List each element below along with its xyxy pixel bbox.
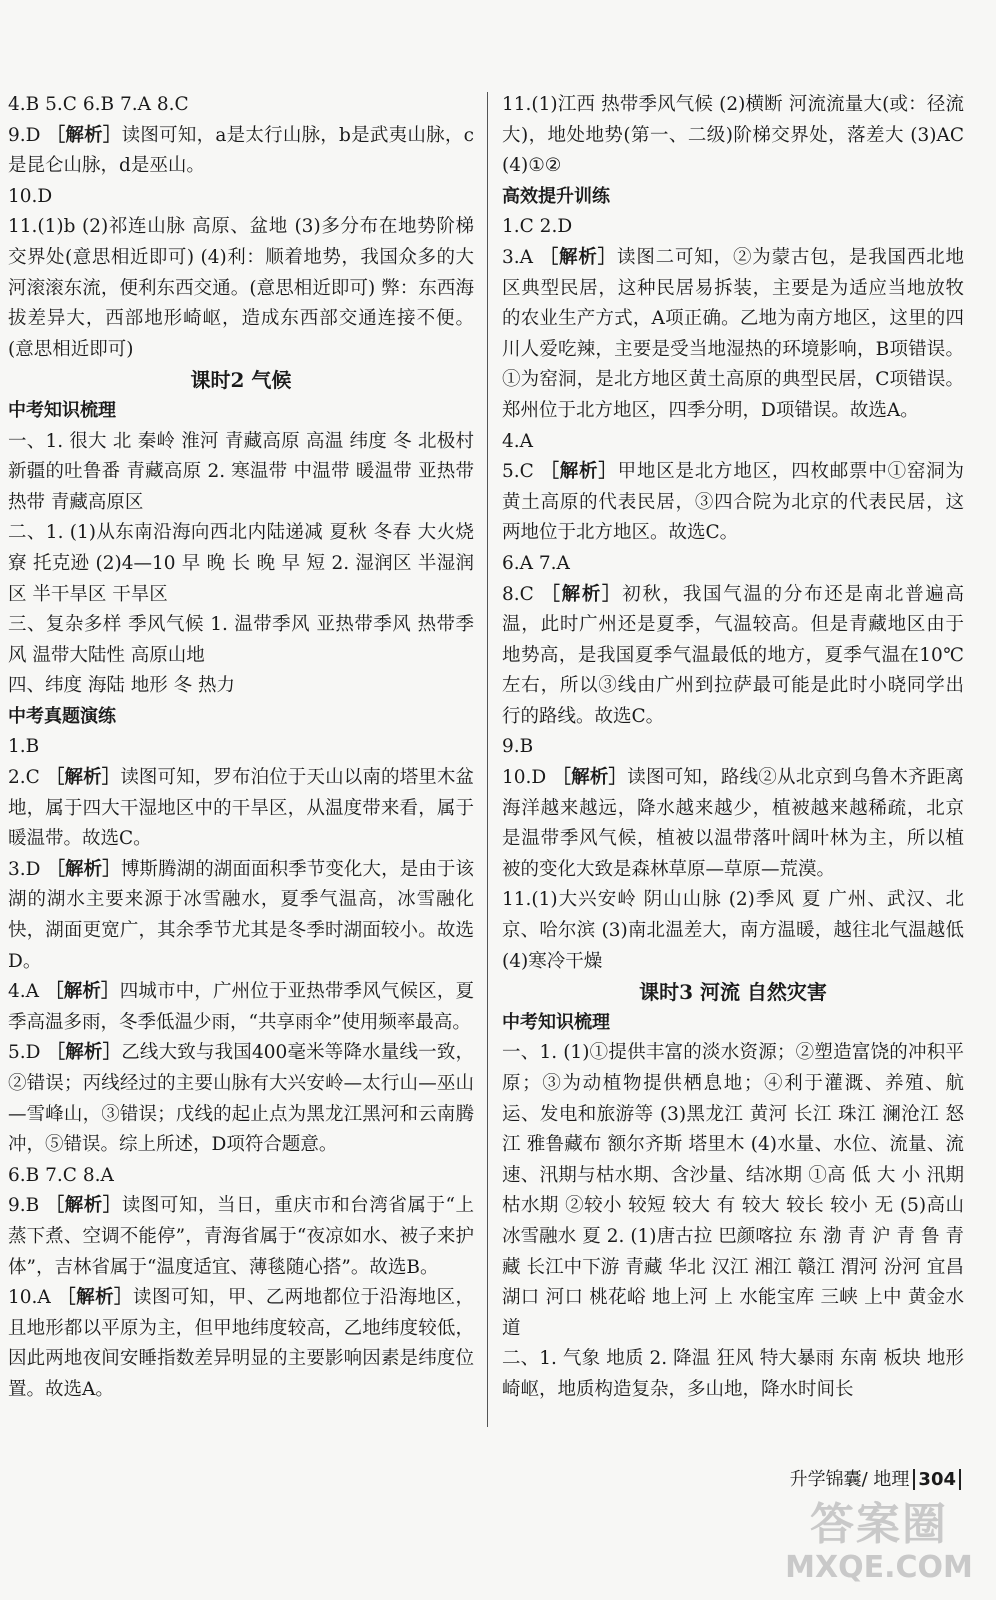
answer-number: 9.D	[8, 124, 41, 146]
answer-text: 甲地区是北方地区，四枚邮票中①窑洞为黄土高原的代表民居，③四合院为北京的代表民居，这两地位于北方地区。故选C。	[502, 461, 964, 544]
analysis-tag: ［解析］	[45, 1195, 122, 1217]
answer-text: 6.A 7.A	[502, 552, 570, 574]
answer-number: 5.C	[502, 461, 534, 483]
answer-text: 读图可知，甲、乙两地都位于沿海地区，且地形都以平原为主，但甲地纬度较高，乙地纬度较低，因此两地夜间安睡指数差异明显的主要影响因素是纬度位置。故选A。	[8, 1287, 474, 1400]
answer-text: 一、1. (1)①提供丰富的淡水资源；②塑造富饶的冲积平原；③为动植物提供栖息地；④利于灌溉、养殖、航运、发电和旅游等 (3)黑龙江 黄河 长江 珠江 澜沧江 怒江 雅鲁藏布 额尔齐斯 塔里木 (4)水量、水位、流量、流速、汛期与枯水期、含沙量、结冰期 ①高 低 大 小 汛期 枯水期 ②较小 较短 较大 有 较大 较长 较小 无 (5)高山冰雪融水 夏 2. (1)唐古拉 巴颜喀拉 东 渤 青 沪 青 鲁 青藏 长江中下游 青藏 华北 汉江 湘江 赣江 渭河 汾河 宜昌 湖口 河口 桃花峪 地上河 上 水能宝库 三峡 上中 黄金水道	[502, 1042, 964, 1339]
answer-number: 2.C	[8, 767, 40, 789]
answer-text: 1.C 2.D	[502, 216, 573, 238]
answer-text: 读图二可知，②为蒙古包，是我国西北地区典型民居，这种民居易拆装，主要是为适应当地放牧的农业生产方式，A项正确。乙地为南方地区，这里的四川人爱吃辣，主要是受当地湿热的环境影响，B项错误。①为窑洞，是北方地区黄土高原的典型民居，C项错误。郑州位于北方地区，四季分明，D项错误。故选A。	[502, 246, 964, 421]
lesson-heading: 课时3 河流 自然灾害	[639, 980, 827, 1005]
answer-text: 四城市中，广州位于亚热带季风气候区，夏季高温多雨，冬季低温少雨，“共享雨伞”使用频率最高。	[8, 981, 474, 1033]
answer-number: 5.D	[8, 1042, 41, 1064]
answer-number: 3.D	[8, 858, 41, 880]
answer-text: 6.B 7.C 8.A	[8, 1164, 114, 1186]
answer-item	[8, 1191, 474, 1283]
analysis-tag: ［解析］	[46, 1042, 122, 1064]
page-footer	[790, 1465, 961, 1491]
answer-text: 博斯腾湖的湖面面积季节变化大，是由于该湖的湖水主要来源于冰雪融水，夏季气温高，冰雪融化快，湖面更宽广，其余季节尤其是冬季时湖面较小。故选D。	[8, 858, 474, 972]
watermark-url: MXQE.COM	[785, 1550, 973, 1585]
analysis-tag: ［解析］	[57, 1287, 134, 1309]
section-heading: 中考真题演练	[8, 705, 116, 727]
answer-text: 4.A	[502, 430, 534, 452]
answer-item	[8, 1161, 474, 1192]
answer-item	[502, 1344, 964, 1405]
answer-item	[8, 763, 474, 855]
answer-item	[502, 90, 964, 182]
analysis-tag: ［解析］	[541, 583, 623, 605]
answer-text: 乙线大致与我国400毫米等降水量线一致，②错误；丙线经过的主要山脉有大兴安岭—太行山—巫山—雪峰山，③错误；戊线的起止点为黑龙江黑河和云南腾冲，⑤错误。综上所述，D项符合题意。	[8, 1042, 474, 1156]
watermark-logo	[784, 1500, 974, 1590]
page-number: 304	[913, 1469, 961, 1490]
answer-item	[502, 885, 964, 977]
section-heading: 中考知识梳理	[502, 1011, 610, 1033]
analysis-tag: ［解析］	[552, 767, 628, 789]
analysis-tag: ［解析］	[539, 246, 618, 268]
watermark-text: 答案圈	[810, 1499, 948, 1550]
answer-text: 读图可知，路线②从北京到乌鲁木齐距离海洋越来越远，降水越来越少，植被越来越稀疏，北京是温带季风气候，植被以温带落叶阔叶林为主，所以植被的变化大致是森林草原—草原—荒漠。	[502, 767, 964, 880]
answer-text: 一、1. 很大 北 秦岭 淮河 青藏高原 高温 纬度 冬 北极村 新疆的吐鲁番 青藏高原 2. 寒温带 中温带 暖温带 亚热带 热带 青藏高原区	[8, 430, 474, 513]
analysis-tag: ［解析］	[46, 124, 122, 146]
answer-item	[8, 518, 474, 610]
answer-item	[8, 732, 474, 763]
right-column	[502, 90, 964, 1406]
answer-item	[8, 977, 474, 1038]
answer-text: 10.D	[8, 185, 53, 207]
book-title: 升学锦囊/ 地理	[789, 1469, 910, 1490]
answer-item	[8, 1283, 474, 1405]
answer-number: 10.A	[8, 1287, 51, 1309]
answer-item	[8, 671, 474, 702]
answer-number: 8.C	[502, 583, 534, 605]
answer-text: 读图可知，罗布泊位于天山以南的塔里木盆地，属于四大干湿地区中的干旱区，从温度带来看，属于暖温带。故选C。	[8, 767, 474, 850]
answer-text: 11.(1)江西 热带季风气候 (2)横断 河流流量大(或：径流大)，地处地势(第一、二级)阶梯交界处，落差大 (3)AC (4)①②	[502, 94, 964, 177]
answer-text: 1.B	[8, 736, 40, 758]
answer-text: 二、1. (1)从东南沿海向西北内陆递减 夏秋 冬春 大火烧寮 托克逊 (2)4—10 早 晚 长 晚 早 短 2. 湿润区 半湿润区 半干旱区 干旱区	[8, 522, 474, 605]
answer-text: 9.B	[502, 736, 534, 758]
answer-number: 4.A	[8, 981, 40, 1003]
answer-item	[502, 427, 964, 458]
answer-text: 初秋，我国气温的分布还是南北普遍高温，此时广州还是夏季，气温较高。但是青藏地区由于地势高，是我国夏季气温最低的地方，夏季气温在10℃左右，所以③线由广州到拉萨最可能是此时小晓同学出行的路线。故选C。	[502, 583, 964, 727]
answer-item	[8, 855, 474, 977]
answer-item	[502, 243, 964, 427]
answer-item	[502, 763, 964, 885]
answer-number: 3.A	[502, 246, 534, 268]
analysis-tag: ［解析］	[46, 858, 121, 880]
answer-text: 读图可知，a是太行山脉，b是武夷山脉，c是昆仑山脉，d是巫山。	[8, 124, 474, 177]
answer-item	[8, 427, 474, 519]
answer-item	[502, 549, 964, 580]
analysis-tag: ［解析］	[45, 981, 120, 1003]
answer-text: 读图可知，当日，重庆市和台湾省属于“上蒸下煮、空调不能停”，青海省属于“夜凉如水、被子来护体”，吉林省属于“温度适宜、薄毯随心搭”。故选B。	[8, 1195, 474, 1278]
lesson-heading: 课时2 气候	[190, 368, 292, 393]
answer-item	[502, 212, 964, 243]
answer-text: 11.(1)b (2)祁连山脉 高原、盆地 (3)多分布在地势阶梯交界处(意思相近即可) (4)利：顺着地势，我国众多的大河滚滚东流，便利东西交通。(意思相近即可) 弊：东西海拔差异大，西部地形崎岖，造成东西部交通连接不便。(意思相近即可)	[8, 216, 474, 360]
analysis-tag: ［解析］	[540, 461, 618, 483]
answer-number: 10.D	[502, 767, 547, 789]
answer-text: 四、纬度 海陆 地形 冬 热力	[8, 675, 236, 697]
answer-item	[8, 182, 474, 213]
answer-text: 4.B 5.C 6.B 7.A 8.C	[8, 94, 189, 115]
answer-number: 9.B	[8, 1195, 40, 1217]
answer-item	[502, 1038, 964, 1344]
answer-item	[8, 121, 474, 182]
answer-text: 二、1. 气象 地质 2. 降温 狂风 特大暴雨 东南 板块 地形崎岖，地质构造复杂，多山地，降水时间长	[502, 1348, 964, 1400]
answer-item	[502, 732, 964, 763]
answer-item	[502, 580, 964, 733]
analysis-tag: ［解析］	[45, 767, 121, 789]
answer-text: 11.(1)大兴安岭 阴山山脉 (2)季风 夏 广州、武汉、北京、哈尔滨 (3)南北温差大，南方温暖，越往北气温越低 (4)寒冷干燥	[502, 889, 964, 972]
answer-item	[8, 1038, 474, 1160]
section-heading: 中考知识梳理	[8, 399, 116, 421]
answer-item	[8, 212, 474, 365]
answer-text: 三、复杂多样 季风气候 1. 温带季风 亚热带季风 热带季风 温带大陆性 高原山地	[8, 614, 474, 666]
column-divider	[487, 92, 488, 1427]
answer-item	[8, 90, 474, 121]
section-heading: 高效提升训练	[502, 185, 610, 207]
answer-item	[8, 610, 474, 671]
left-column	[8, 90, 474, 1406]
answer-item	[502, 457, 964, 549]
